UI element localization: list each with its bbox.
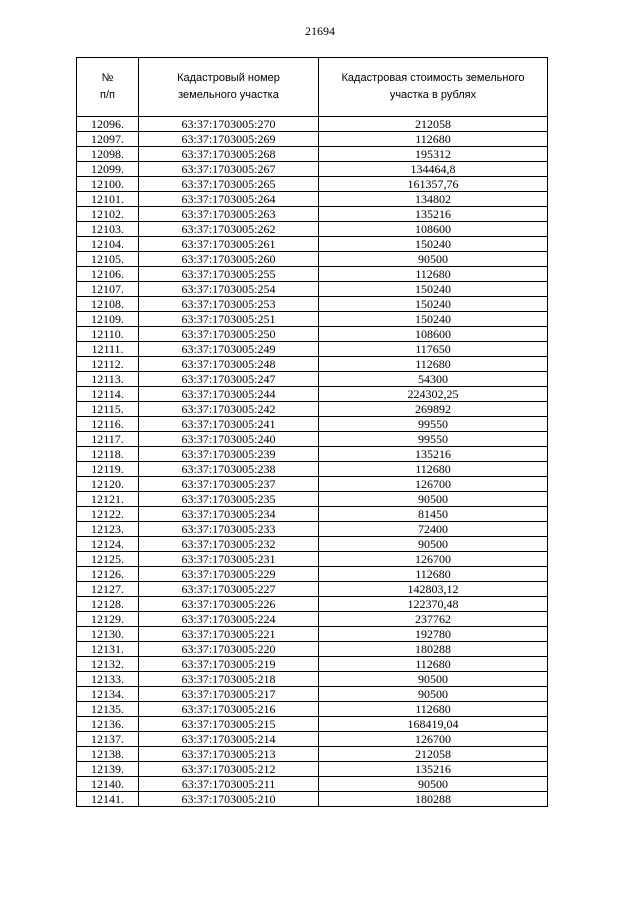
cadastral-number-cell: 63:37:1703005:254: [139, 282, 319, 297]
cadastral-value-cell: 135216: [319, 762, 548, 777]
cadastral-value-cell: 195312: [319, 147, 548, 162]
row-number-cell: 12108.: [77, 297, 139, 312]
cadastral-number-cell: 63:37:1703005:215: [139, 717, 319, 732]
row-number-cell: 12105.: [77, 252, 139, 267]
cadastral-value-table: [76, 57, 548, 807]
cadastral-number-cell: 63:37:1703005:260: [139, 252, 319, 267]
table-row: [77, 657, 548, 672]
cadastral-value-cell: 90500: [319, 252, 548, 267]
cadastral-number-cell: 63:37:1703005:227: [139, 582, 319, 597]
table-row: [77, 252, 548, 267]
table-row: [77, 717, 548, 732]
table-row: [77, 477, 548, 492]
cadastral-number-cell: 63:37:1703005:211: [139, 777, 319, 792]
table-header: [77, 58, 548, 117]
table-row: [77, 282, 548, 297]
table-body: [77, 117, 548, 807]
cadastral-value-cell: 192780: [319, 627, 548, 642]
table-row: [77, 297, 548, 312]
cadastral-value-cell: 126700: [319, 477, 548, 492]
cadastral-value-cell: 108600: [319, 222, 548, 237]
header-row-number: № п/п: [77, 58, 139, 117]
cadastral-value-cell: 161357,76: [319, 177, 548, 192]
table-row: [77, 357, 548, 372]
cadastral-value-cell: 212058: [319, 747, 548, 762]
row-number-cell: 12104.: [77, 237, 139, 252]
table-row: [77, 147, 548, 162]
cadastral-value-cell: 54300: [319, 372, 548, 387]
row-number-cell: 12102.: [77, 207, 139, 222]
row-number-cell: 12113.: [77, 372, 139, 387]
cadastral-number-cell: 63:37:1703005:255: [139, 267, 319, 282]
page-number: 21694: [305, 24, 335, 38]
row-number-cell: 12112.: [77, 357, 139, 372]
row-number-cell: 12098.: [77, 147, 139, 162]
row-number-cell: 12140.: [77, 777, 139, 792]
table-row: [77, 732, 548, 747]
table-row: [77, 687, 548, 702]
row-number-cell: 12115.: [77, 402, 139, 417]
table-row: [77, 582, 548, 597]
cadastral-value-cell: 112680: [319, 462, 548, 477]
cadastral-number-cell: 63:37:1703005:261: [139, 237, 319, 252]
cadastral-value-cell: 112680: [319, 267, 548, 282]
table-row: [77, 132, 548, 147]
cadastral-number-cell: 63:37:1703005:218: [139, 672, 319, 687]
table-row: [77, 372, 548, 387]
cadastral-value-cell: 134802: [319, 192, 548, 207]
cadastral-number-cell: 63:37:1703005:270: [139, 117, 319, 132]
table-row: [77, 492, 548, 507]
cadastral-number-cell: 63:37:1703005:221: [139, 627, 319, 642]
row-number-cell: 12117.: [77, 432, 139, 447]
cadastral-value-cell: 117650: [319, 342, 548, 357]
row-number-cell: 12099.: [77, 162, 139, 177]
header-row: [77, 58, 548, 117]
row-number-cell: 12137.: [77, 732, 139, 747]
row-number-cell: 12126.: [77, 567, 139, 582]
table-row: [77, 177, 548, 192]
table-row: [77, 552, 548, 567]
cadastral-number-cell: 63:37:1703005:232: [139, 537, 319, 552]
row-number-cell: 12129.: [77, 612, 139, 627]
row-number-cell: 12101.: [77, 192, 139, 207]
cadastral-value-cell: 122370,48: [319, 597, 548, 612]
row-number-cell: 12134.: [77, 687, 139, 702]
cadastral-number-cell: 63:37:1703005:234: [139, 507, 319, 522]
cadastral-value-cell: 150240: [319, 237, 548, 252]
cadastral-number-cell: 63:37:1703005:264: [139, 192, 319, 207]
row-number-cell: 12138.: [77, 747, 139, 762]
table-row: [77, 162, 548, 177]
cadastral-number-cell: 63:37:1703005:213: [139, 747, 319, 762]
row-number-cell: 12128.: [77, 597, 139, 612]
cadastral-number-cell: 63:37:1703005:216: [139, 702, 319, 717]
row-number-cell: 12110.: [77, 327, 139, 342]
cadastral-value-cell: 180288: [319, 792, 548, 807]
cadastral-value-cell: 108600: [319, 327, 548, 342]
cadastral-number-cell: 63:37:1703005:248: [139, 357, 319, 372]
table-row: [77, 222, 548, 237]
cadastral-value-cell: 168419,04: [319, 717, 548, 732]
row-number-cell: 12109.: [77, 312, 139, 327]
table-row: [77, 462, 548, 477]
cadastral-number-cell: 63:37:1703005:240: [139, 432, 319, 447]
cadastral-value-cell: 99550: [319, 417, 548, 432]
cadastral-number-cell: 63:37:1703005:269: [139, 132, 319, 147]
table-row: [77, 672, 548, 687]
cadastral-number-cell: 63:37:1703005:250: [139, 327, 319, 342]
row-number-cell: 12123.: [77, 522, 139, 537]
cadastral-value-cell: 142803,12: [319, 582, 548, 597]
cadastral-value-cell: 180288: [319, 642, 548, 657]
table-row: [77, 612, 548, 627]
row-number-cell: 12135.: [77, 702, 139, 717]
table-row: [77, 447, 548, 462]
row-number-cell: 12100.: [77, 177, 139, 192]
cadastral-number-cell: 63:37:1703005:233: [139, 522, 319, 537]
cadastral-number-cell: 63:37:1703005:231: [139, 552, 319, 567]
cadastral-value-cell: 237762: [319, 612, 548, 627]
cadastral-value-cell: 90500: [319, 687, 548, 702]
cadastral-number-cell: 63:37:1703005:263: [139, 207, 319, 222]
cadastral-number-cell: 63:37:1703005:267: [139, 162, 319, 177]
row-number-cell: 12097.: [77, 132, 139, 147]
table-row: [77, 747, 548, 762]
cadastral-value-cell: 72400: [319, 522, 548, 537]
table-row: [77, 567, 548, 582]
cadastral-value-cell: 126700: [319, 552, 548, 567]
cadastral-value-cell: 112680: [319, 132, 548, 147]
row-number-cell: 12116.: [77, 417, 139, 432]
cadastral-value-cell: 269892: [319, 402, 548, 417]
cadastral-number-cell: 63:37:1703005:249: [139, 342, 319, 357]
row-number-cell: 12103.: [77, 222, 139, 237]
cadastral-value-cell: 90500: [319, 492, 548, 507]
row-number-cell: 12111.: [77, 342, 139, 357]
header-cadastral-value: Кадастровая стоимость земельного участка в рублях: [319, 58, 548, 117]
cadastral-value-cell: 90500: [319, 777, 548, 792]
cadastral-number-cell: 63:37:1703005:220: [139, 642, 319, 657]
row-number-cell: 12141.: [77, 792, 139, 807]
row-number-cell: 12106.: [77, 267, 139, 282]
row-number-cell: 12132.: [77, 657, 139, 672]
cadastral-number-cell: 63:37:1703005:247: [139, 372, 319, 387]
table-row: [77, 627, 548, 642]
table-row: [77, 207, 548, 222]
cadastral-number-cell: 63:37:1703005:229: [139, 567, 319, 582]
cadastral-value-cell: 90500: [319, 672, 548, 687]
cadastral-number-cell: 63:37:1703005:217: [139, 687, 319, 702]
row-number-cell: 12139.: [77, 762, 139, 777]
table-row: [77, 522, 548, 537]
row-number-cell: 12130.: [77, 627, 139, 642]
cadastral-number-cell: 63:37:1703005:212: [139, 762, 319, 777]
table-row: [77, 777, 548, 792]
row-number-cell: 12124.: [77, 537, 139, 552]
table-row: [77, 387, 548, 402]
cadastral-value-cell: 150240: [319, 312, 548, 327]
cadastral-value-cell: 150240: [319, 282, 548, 297]
cadastral-number-cell: 63:37:1703005:219: [139, 657, 319, 672]
row-number-cell: 12133.: [77, 672, 139, 687]
table-row: [77, 702, 548, 717]
table-row: [77, 117, 548, 132]
cadastral-value-cell: 135216: [319, 207, 548, 222]
header-cadastral-number: Кадастровый номер земельного участка: [139, 58, 319, 117]
table-row: [77, 312, 548, 327]
cadastral-value-cell: 99550: [319, 432, 548, 447]
table-row: [77, 507, 548, 522]
cadastral-value-cell: 126700: [319, 732, 548, 747]
row-number-cell: 12119.: [77, 462, 139, 477]
table-row: [77, 792, 548, 807]
cadastral-value-cell: 90500: [319, 537, 548, 552]
row-number-cell: 12125.: [77, 552, 139, 567]
table-row: [77, 267, 548, 282]
cadastral-number-cell: 63:37:1703005:251: [139, 312, 319, 327]
row-number-cell: 12096.: [77, 117, 139, 132]
cadastral-number-cell: 63:37:1703005:226: [139, 597, 319, 612]
cadastral-number-cell: 63:37:1703005:238: [139, 462, 319, 477]
row-number-cell: 12120.: [77, 477, 139, 492]
cadastral-value-cell: 224302,25: [319, 387, 548, 402]
table-row: [77, 192, 548, 207]
cadastral-number-cell: 63:37:1703005:241: [139, 417, 319, 432]
cadastral-value-cell: 81450: [319, 507, 548, 522]
table-row: [77, 417, 548, 432]
cadastral-number-cell: 63:37:1703005:253: [139, 297, 319, 312]
cadastral-number-cell: 63:37:1703005:214: [139, 732, 319, 747]
cadastral-number-cell: 63:37:1703005:268: [139, 147, 319, 162]
cadastral-number-cell: 63:37:1703005:242: [139, 402, 319, 417]
table-row: [77, 237, 548, 252]
cadastral-number-cell: 63:37:1703005:262: [139, 222, 319, 237]
table-row: [77, 762, 548, 777]
row-number-cell: 12136.: [77, 717, 139, 732]
table-row: [77, 402, 548, 417]
row-number-cell: 12107.: [77, 282, 139, 297]
cadastral-value-cell: 112680: [319, 357, 548, 372]
cadastral-number-cell: 63:37:1703005:239: [139, 447, 319, 462]
cadastral-value-cell: 212058: [319, 117, 548, 132]
row-number-cell: 12121.: [77, 492, 139, 507]
table-row: [77, 642, 548, 657]
row-number-cell: 12118.: [77, 447, 139, 462]
cadastral-value-cell: 134464,8: [319, 162, 548, 177]
cadastral-number-cell: 63:37:1703005:244: [139, 387, 319, 402]
cadastral-value-cell: 150240: [319, 297, 548, 312]
table-row: [77, 327, 548, 342]
cadastral-number-cell: 63:37:1703005:224: [139, 612, 319, 627]
table-row: [77, 432, 548, 447]
row-number-cell: 12127.: [77, 582, 139, 597]
cadastral-value-cell: 135216: [319, 447, 548, 462]
row-number-cell: 12114.: [77, 387, 139, 402]
table-row: [77, 342, 548, 357]
cadastral-number-cell: 63:37:1703005:235: [139, 492, 319, 507]
cadastral-value-cell: 112680: [319, 702, 548, 717]
row-number-cell: 12122.: [77, 507, 139, 522]
table-row: [77, 597, 548, 612]
row-number-cell: 12131.: [77, 642, 139, 657]
cadastral-number-cell: 63:37:1703005:237: [139, 477, 319, 492]
cadastral-number-cell: 63:37:1703005:265: [139, 177, 319, 192]
cadastral-value-cell: 112680: [319, 567, 548, 582]
table-row: [77, 537, 548, 552]
cadastral-value-cell: 112680: [319, 657, 548, 672]
cadastral-number-cell: 63:37:1703005:210: [139, 792, 319, 807]
